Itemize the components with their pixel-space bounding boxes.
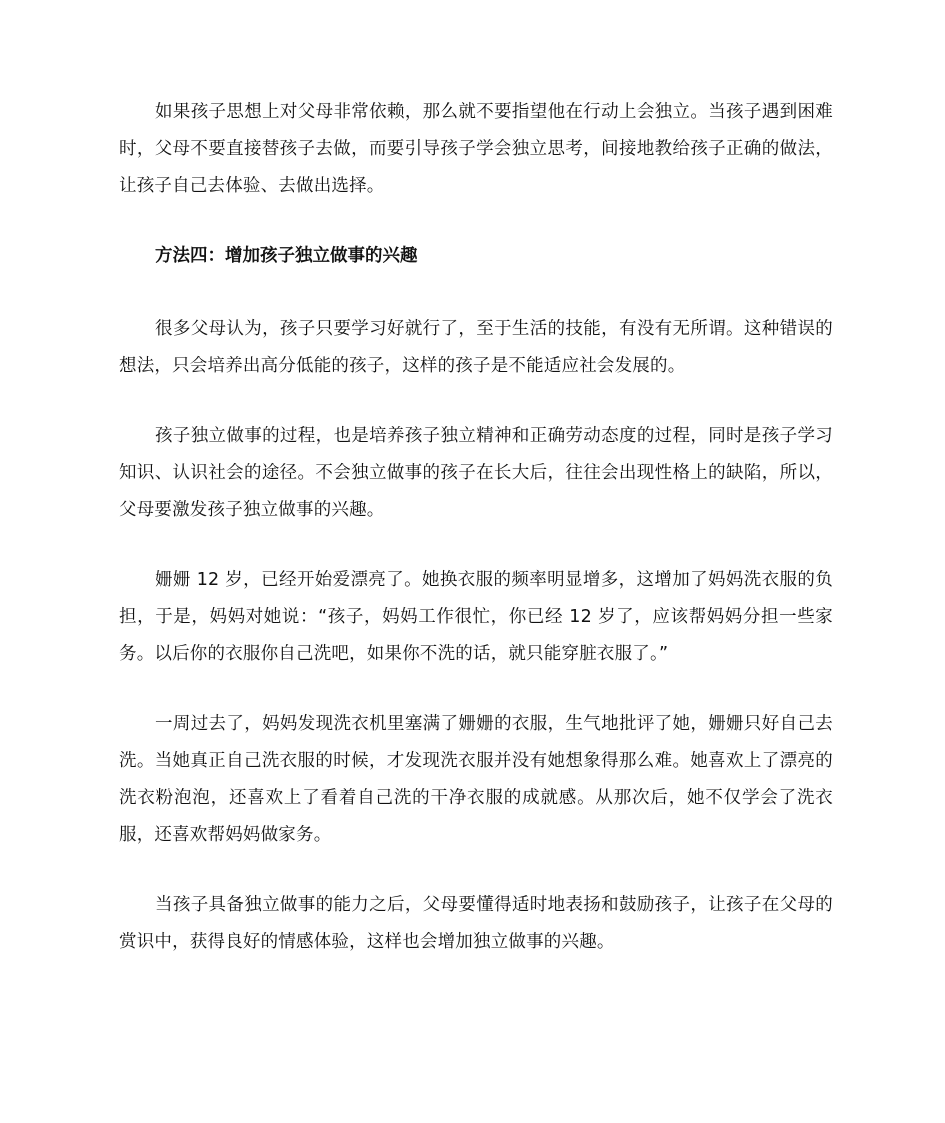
paragraph-dependence: 如果孩子思想上对父母非常依赖，那么就不要指望他在行动上会独立。当孩子遇到困难时，父母不要直接替孩子去做，而要引导孩子学会独立思考，间接地教给孩子正确的做法，让孩子自己去体验、去做出选择。 [119,102,833,196]
paragraph-parents-opinion: 很多父母认为，孩子只要学习好就行了，至于生活的技能，有没有无所谓。这种错误的想法，只会培养出高分低能的孩子，这样的孩子是不能适应社会发展的。 [119,319,833,376]
paragraph-washing-clothes: 一周过去了，妈妈发现洗衣机里塞满了姗姗的衣服，生气地批评了她，姗姗只好自己去洗。当她真正自己洗衣服的时候，才发现洗衣服并没有她想象得那么难。她喜欢上了漂亮的洗衣粉泡泡，还喜欢上了看着自己洗的干净衣服的成就感。从那次后，她不仅学会了洗衣服，还喜欢帮妈妈做家务。 [119,714,833,845]
paragraph-praise-encourage: 当孩子具备独立做事的能力之后，父母要懂得适时地表扬和鼓励孩子，让孩子在父母的赏识中，获得良好的情感体验，这样也会增加独立做事的兴趣。 [119,895,833,952]
section-heading-method-four: 方法四：增加孩子独立做事的兴趣 [155,246,418,266]
paragraph-shanshan-story: 姗姗 12 岁，已经开始爱漂亮了。她换衣服的频率明显增多，这增加了妈妈洗衣服的负担，于是，妈妈对她说：“孩子，妈妈工作很忙，你已经 12 岁了，应该帮妈妈分担一些家务。以后你的衣服你自己洗吧，如果你不洗的话，就只能穿脏衣服了。” [119,570,833,664]
paragraph-independent-process: 孩子独立做事的过程，也是培养孩子独立精神和正确劳动态度的过程，同时是孩子学习知识、认识社会的途径。不会独立做事的孩子在长大后，往往会出现性格上的缺陷，所以，父母要激发孩子独立做事的兴趣。 [119,426,833,520]
